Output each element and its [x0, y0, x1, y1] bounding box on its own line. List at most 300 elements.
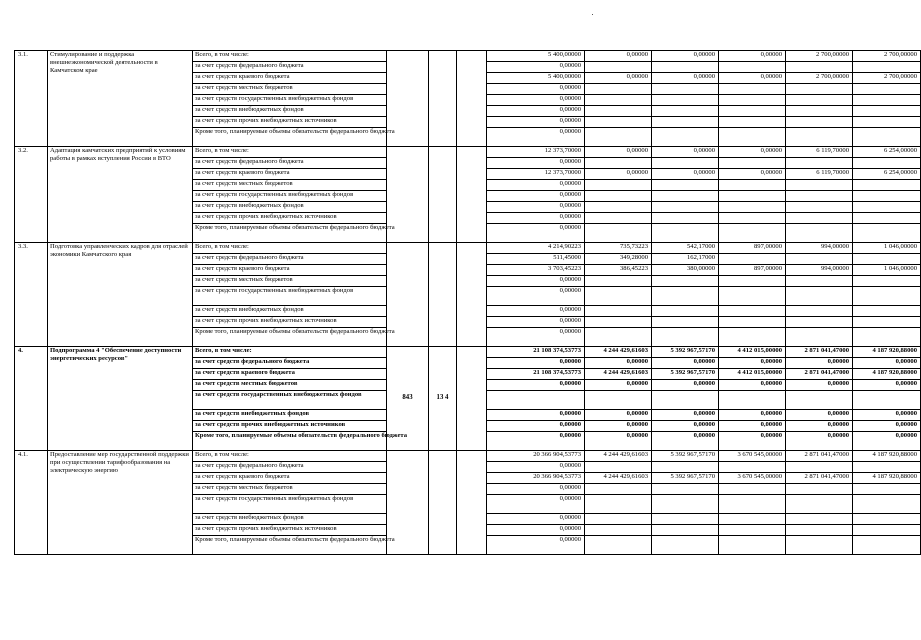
year-value-cell: 2 700,00000 [853, 51, 921, 62]
year-value-cell [652, 128, 719, 147]
year-value-cell [719, 462, 786, 473]
year-value-cell: 0,00000 [719, 73, 786, 84]
year-value-cell [652, 328, 719, 347]
item-number: 3.2. [15, 147, 48, 243]
year-value-cell [652, 514, 719, 525]
year-value-cell [786, 328, 853, 347]
item-number: 3.1. [15, 51, 48, 147]
year-value-cell [786, 191, 853, 202]
year-value-cell: 4 187 920,88000 [853, 369, 921, 380]
year-value-cell [585, 95, 652, 106]
funding-source-label: за счет средств краевого бюджета [193, 265, 387, 276]
year-value-cell [853, 328, 921, 347]
total-value-cell: 5 400,00000 [487, 73, 585, 84]
year-value-cell: 0,00000 [652, 421, 719, 432]
year-value-cell: 2 871 041,47000 [786, 473, 853, 484]
year-value-cell: 5 392 967,57170 [652, 473, 719, 484]
year-value-cell: 4 187 920,88000 [853, 347, 921, 358]
funding-source-label: Всего, в том числе: [193, 147, 387, 158]
year-value-cell [585, 117, 652, 128]
total-value-cell: 0,00000 [487, 84, 585, 95]
year-value-cell [652, 391, 719, 410]
code-cell-2: 13 4 [429, 347, 457, 451]
year-value-cell: 4 412 015,00000 [719, 369, 786, 380]
total-value-cell: 4 214,90223 [487, 243, 585, 254]
year-value-cell [585, 276, 652, 287]
year-value-cell: 0,00000 [719, 421, 786, 432]
year-value-cell [719, 514, 786, 525]
year-value-cell [719, 84, 786, 95]
year-value-cell: 0,00000 [786, 358, 853, 369]
total-value-cell: 0,00000 [487, 317, 585, 328]
total-value-cell: 0,00000 [487, 421, 585, 432]
year-value-cell [719, 128, 786, 147]
year-value-cell [853, 202, 921, 213]
funding-source-label: за счет средств государственных внебюджетных фондов [193, 391, 387, 410]
year-value-cell: 1 046,00000 [853, 265, 921, 276]
funding-source-label: Всего, в том числе: [193, 347, 387, 358]
funding-source-label: за счет средств местных бюджетов [193, 276, 387, 287]
year-value-cell: 0,00000 [853, 380, 921, 391]
year-value-cell: 0,00000 [652, 51, 719, 62]
year-value-cell [719, 62, 786, 73]
item-number: 4. [15, 347, 48, 451]
funding-source-label: за счет средств внебюджетных фондов [193, 410, 387, 421]
year-value-cell [719, 317, 786, 328]
year-value-cell [719, 391, 786, 410]
year-value-cell [786, 180, 853, 191]
year-value-cell [719, 328, 786, 347]
code-cell-2 [429, 147, 457, 243]
funding-source-label: Кроме того, планируемые объемы обязательств федерального бюджета [193, 224, 387, 243]
funding-source-label: за счет средств федерального бюджета [193, 254, 387, 265]
year-value-cell [786, 254, 853, 265]
year-value-cell [786, 306, 853, 317]
year-value-cell: 0,00000 [853, 432, 921, 451]
funding-source-label: за счет средств прочих внебюджетных источников [193, 213, 387, 224]
funding-source-label: Кроме того, планируемые объемы обязательств федерального бюджета [193, 328, 387, 347]
code-cell-3 [457, 243, 487, 347]
year-value-cell [786, 495, 853, 514]
year-value-cell [853, 128, 921, 147]
year-value-cell [853, 191, 921, 202]
funding-source-label: за счет средств федерального бюджета [193, 62, 387, 73]
year-value-cell [786, 213, 853, 224]
funding-source-label: за счет средств федерального бюджета [193, 462, 387, 473]
funding-source-label: за счет средств федерального бюджета [193, 358, 387, 369]
year-value-cell [853, 254, 921, 265]
year-value-cell [786, 514, 853, 525]
year-value-cell [719, 158, 786, 169]
year-value-cell: 0,00000 [719, 380, 786, 391]
total-value-cell: 0,00000 [487, 432, 585, 451]
year-value-cell [719, 202, 786, 213]
year-value-cell [786, 317, 853, 328]
year-value-cell [853, 117, 921, 128]
item-title: Адаптация камчатских предприятий к условиям работы в рамках вступления России в ВТО [48, 147, 193, 243]
year-value-cell: 0,00000 [719, 432, 786, 451]
year-value-cell: 5 392 967,57170 [652, 369, 719, 380]
year-value-cell: 994,00000 [786, 243, 853, 254]
total-value-cell: 12 373,70000 [487, 169, 585, 180]
year-value-cell [719, 306, 786, 317]
total-value-cell: 0,00000 [487, 462, 585, 473]
year-value-cell: 1 046,00000 [853, 243, 921, 254]
year-value-cell: 0,00000 [786, 380, 853, 391]
year-value-cell: 542,17000 [652, 243, 719, 254]
total-value-cell: 0,00000 [487, 213, 585, 224]
year-value-cell: 5 392 967,57170 [652, 347, 719, 358]
year-value-cell [786, 536, 853, 555]
year-value-cell [585, 191, 652, 202]
year-value-cell: 0,00000 [853, 421, 921, 432]
year-value-cell [719, 95, 786, 106]
year-value-cell [719, 525, 786, 536]
year-value-cell: 6 119,70000 [786, 169, 853, 180]
funding-source-label: за счет средств государственных внебюджетных фондов [193, 495, 387, 514]
year-value-cell [719, 495, 786, 514]
item-title: Предоставление мер государственной поддержки при осуществлении тарифообразования на электрическую энергию [48, 451, 193, 555]
total-value-cell: 0,00000 [487, 276, 585, 287]
year-value-cell: 0,00000 [652, 380, 719, 391]
year-value-cell [652, 95, 719, 106]
year-value-cell: 0,00000 [719, 147, 786, 158]
year-value-cell: 0,00000 [652, 147, 719, 158]
year-value-cell: 4 244 429,61603 [585, 369, 652, 380]
year-value-cell [853, 62, 921, 73]
year-value-cell [719, 191, 786, 202]
year-value-cell [853, 484, 921, 495]
year-value-cell [786, 84, 853, 95]
year-value-cell [585, 391, 652, 410]
year-value-cell [585, 287, 652, 306]
year-value-cell [585, 484, 652, 495]
year-value-cell: 0,00000 [585, 421, 652, 432]
funding-source-label: за счет средств местных бюджетов [193, 84, 387, 95]
year-value-cell [719, 106, 786, 117]
year-value-cell [652, 202, 719, 213]
funding-source-label: Кроме того, планируемые объемы обязательств федерального бюджета [193, 432, 387, 451]
year-value-cell [719, 180, 786, 191]
funding-source-label: за счет средств краевого бюджета [193, 169, 387, 180]
year-value-cell [652, 536, 719, 555]
total-value-cell: 21 108 374,53773 [487, 347, 585, 358]
year-value-cell: 6 119,70000 [786, 147, 853, 158]
scan-speck [592, 14, 593, 15]
funding-source-label: Всего, в том числе: [193, 451, 387, 462]
item-number: 3.3. [15, 243, 48, 347]
total-value-cell: 0,00000 [487, 514, 585, 525]
year-value-cell [585, 525, 652, 536]
total-value-cell: 0,00000 [487, 536, 585, 555]
funding-source-label: за счет средств краевого бюджета [193, 73, 387, 84]
total-value-cell: 20 366 904,53773 [487, 451, 585, 462]
funding-source-label: за счет средств прочих внебюджетных источников [193, 421, 387, 432]
code-cell-3 [457, 51, 487, 147]
funding-source-label: за счет средств внебюджетных фондов [193, 514, 387, 525]
year-value-cell [786, 391, 853, 410]
year-value-cell [719, 254, 786, 265]
year-value-cell: 0,00000 [719, 358, 786, 369]
budget-table-sheet [14, 50, 917, 555]
year-value-cell [652, 213, 719, 224]
year-value-cell [719, 287, 786, 306]
total-value-cell: 5 400,00000 [487, 51, 585, 62]
year-value-cell: 380,00000 [652, 265, 719, 276]
year-value-cell [585, 514, 652, 525]
year-value-cell [853, 536, 921, 555]
year-value-cell [652, 287, 719, 306]
total-value-cell: 0,00000 [487, 128, 585, 147]
funding-source-label: за счет средств государственных внебюджетных фондов [193, 191, 387, 202]
total-value-cell [487, 391, 585, 410]
year-value-cell: 2 871 041,47000 [786, 369, 853, 380]
total-value-cell: 0,00000 [487, 106, 585, 117]
year-value-cell: 0,00000 [585, 73, 652, 84]
year-value-cell [786, 525, 853, 536]
year-value-cell [786, 484, 853, 495]
year-value-cell [786, 276, 853, 287]
year-value-cell [585, 317, 652, 328]
year-value-cell [786, 106, 853, 117]
year-value-cell: 735,73223 [585, 243, 652, 254]
year-value-cell: 0,00000 [652, 432, 719, 451]
year-value-cell: 6 254,00000 [853, 169, 921, 180]
year-value-cell: 2 871 041,47000 [786, 451, 853, 462]
table-row [15, 451, 921, 462]
year-value-cell [853, 95, 921, 106]
year-value-cell [786, 128, 853, 147]
year-value-cell [652, 180, 719, 191]
total-value-cell: 0,00000 [487, 202, 585, 213]
year-value-cell [652, 62, 719, 73]
budget-table [14, 50, 921, 555]
item-title: Подпрограмма 4 "Обеспечение доступности энергетических ресурсов" [48, 347, 193, 451]
year-value-cell [585, 180, 652, 191]
year-value-cell: 0,00000 [585, 380, 652, 391]
year-value-cell: 0,00000 [719, 51, 786, 62]
total-value-cell: 12 373,70000 [487, 147, 585, 158]
year-value-cell [853, 514, 921, 525]
year-value-cell [585, 536, 652, 555]
year-value-cell [585, 213, 652, 224]
year-value-cell [786, 117, 853, 128]
year-value-cell [585, 106, 652, 117]
year-value-cell [652, 106, 719, 117]
year-value-cell [853, 306, 921, 317]
year-value-cell: 0,00000 [853, 410, 921, 421]
year-value-cell: 6 254,00000 [853, 147, 921, 158]
item-title: Стимулирование и поддержка внешнеэкономической деятельности в Камчатском крае [48, 51, 193, 147]
funding-source-label: Кроме того, планируемые объемы обязательств федерального бюджета [193, 536, 387, 555]
year-value-cell [652, 525, 719, 536]
code-cell-3 [457, 451, 487, 555]
year-value-cell: 3 670 545,00000 [719, 473, 786, 484]
total-value-cell: 20 366 904,53773 [487, 473, 585, 484]
year-value-cell: 4 244 429,61603 [585, 451, 652, 462]
funding-source-label: Всего, в том числе: [193, 243, 387, 254]
year-value-cell: 0,00000 [853, 358, 921, 369]
year-value-cell: 386,45223 [585, 265, 652, 276]
year-value-cell [585, 462, 652, 473]
year-value-cell: 2 700,00000 [786, 73, 853, 84]
year-value-cell: 0,00000 [585, 51, 652, 62]
total-value-cell: 0,00000 [487, 158, 585, 169]
total-value-cell: 0,00000 [487, 484, 585, 495]
funding-source-label: за счет средств государственных внебюджетных фондов [193, 287, 387, 306]
total-value-cell: 0,00000 [487, 306, 585, 317]
funding-source-label: за счет средств внебюджетных фондов [193, 202, 387, 213]
code-cell-1: 843 [387, 347, 429, 451]
year-value-cell [652, 276, 719, 287]
year-value-cell: 4 187 920,88000 [853, 451, 921, 462]
total-value-cell: 0,00000 [487, 62, 585, 73]
year-value-cell: 4 244 429,61603 [585, 347, 652, 358]
year-value-cell: 2 871 041,47000 [786, 347, 853, 358]
code-cell-3 [457, 347, 487, 451]
year-value-cell: 2 700,00000 [786, 51, 853, 62]
year-value-cell [853, 84, 921, 95]
total-value-cell: 0,00000 [487, 328, 585, 347]
year-value-cell [853, 525, 921, 536]
funding-source-label: за счет средств внебюджетных фондов [193, 306, 387, 317]
year-value-cell [786, 287, 853, 306]
year-value-cell [853, 287, 921, 306]
year-value-cell [853, 317, 921, 328]
year-value-cell: 0,00000 [786, 432, 853, 451]
table-row [15, 147, 921, 158]
year-value-cell: 0,00000 [585, 432, 652, 451]
year-value-cell [652, 84, 719, 95]
year-value-cell [585, 224, 652, 243]
total-value-cell: 0,00000 [487, 525, 585, 536]
funding-source-label: за счет средств местных бюджетов [193, 380, 387, 391]
total-value-cell: 0,00000 [487, 224, 585, 243]
year-value-cell: 0,00000 [652, 73, 719, 84]
funding-source-label: за счет средств краевого бюджета [193, 473, 387, 484]
year-value-cell [853, 391, 921, 410]
year-value-cell [719, 276, 786, 287]
total-value-cell: 0,00000 [487, 410, 585, 421]
year-value-cell [652, 462, 719, 473]
total-value-cell: 0,00000 [487, 495, 585, 514]
year-value-cell: 0,00000 [719, 410, 786, 421]
year-value-cell [652, 158, 719, 169]
year-value-cell: 349,28000 [585, 254, 652, 265]
year-value-cell [585, 306, 652, 317]
year-value-cell [585, 328, 652, 347]
code-cell-2 [429, 243, 457, 347]
funding-source-label: за счет средств внебюджетных фондов [193, 106, 387, 117]
year-value-cell: 0,00000 [786, 410, 853, 421]
funding-source-label: за счет средств краевого бюджета [193, 369, 387, 380]
total-value-cell: 0,00000 [487, 287, 585, 306]
total-value-cell: 0,00000 [487, 117, 585, 128]
funding-source-label: Кроме того, планируемые объемы обязательств федерального бюджета [193, 128, 387, 147]
funding-source-label: за счет средств прочих внебюджетных источников [193, 525, 387, 536]
year-value-cell [719, 224, 786, 243]
item-title: Подготовка управленческих кадров для отраслей экономики Камчатского края [48, 243, 193, 347]
year-value-cell: 4 244 429,61603 [585, 473, 652, 484]
year-value-cell [585, 202, 652, 213]
year-value-cell [853, 106, 921, 117]
total-value-cell: 0,00000 [487, 180, 585, 191]
year-value-cell [786, 95, 853, 106]
year-value-cell [786, 62, 853, 73]
year-value-cell: 162,17000 [652, 254, 719, 265]
total-value-cell: 511,45000 [487, 254, 585, 265]
year-value-cell [853, 495, 921, 514]
year-value-cell [652, 495, 719, 514]
year-value-cell [585, 62, 652, 73]
year-value-cell [786, 224, 853, 243]
year-value-cell [853, 180, 921, 191]
year-value-cell [719, 536, 786, 555]
year-value-cell [585, 495, 652, 514]
total-value-cell: 0,00000 [487, 191, 585, 202]
year-value-cell: 897,00000 [719, 265, 786, 276]
year-value-cell: 0,00000 [652, 410, 719, 421]
year-value-cell: 0,00000 [719, 169, 786, 180]
code-cell-2 [429, 51, 457, 147]
year-value-cell: 5 392 967,57170 [652, 451, 719, 462]
funding-source-label: за счет средств местных бюджетов [193, 484, 387, 495]
year-value-cell [652, 306, 719, 317]
year-value-cell [853, 158, 921, 169]
year-value-cell [853, 224, 921, 243]
total-value-cell: 0,00000 [487, 358, 585, 369]
year-value-cell: 0,00000 [585, 147, 652, 158]
year-value-cell: 0,00000 [652, 358, 719, 369]
year-value-cell [652, 224, 719, 243]
total-value-cell: 0,00000 [487, 95, 585, 106]
year-value-cell: 0,00000 [585, 169, 652, 180]
code-cell-2 [429, 451, 457, 555]
year-value-cell: 4 187 920,88000 [853, 473, 921, 484]
year-value-cell: 3 670 545,00000 [719, 451, 786, 462]
funding-source-label: за счет средств местных бюджетов [193, 180, 387, 191]
total-value-cell: 0,00000 [487, 380, 585, 391]
funding-source-label: за счет средств прочих внебюджетных источников [193, 317, 387, 328]
funding-source-label: Всего, в том числе: [193, 51, 387, 62]
year-value-cell: 0,00000 [585, 410, 652, 421]
year-value-cell: 994,00000 [786, 265, 853, 276]
year-value-cell [719, 484, 786, 495]
item-number: 4.1. [15, 451, 48, 555]
year-value-cell [585, 84, 652, 95]
total-value-cell: 3 703,45223 [487, 265, 585, 276]
funding-source-label: за счет средств федерального бюджета [193, 158, 387, 169]
year-value-cell [786, 158, 853, 169]
year-value-cell [585, 158, 652, 169]
year-value-cell: 0,00000 [786, 421, 853, 432]
total-value-cell: 21 108 374,53773 [487, 369, 585, 380]
year-value-cell [786, 462, 853, 473]
table-row [15, 51, 921, 62]
funding-source-label: за счет средств государственных внебюджетных фондов [193, 95, 387, 106]
year-value-cell [652, 484, 719, 495]
year-value-cell [853, 276, 921, 287]
year-value-cell [786, 202, 853, 213]
funding-source-label: за счет средств прочих внебюджетных источников [193, 117, 387, 128]
year-value-cell [719, 117, 786, 128]
year-value-cell [853, 213, 921, 224]
year-value-cell: 4 412 015,00000 [719, 347, 786, 358]
year-value-cell: 897,00000 [719, 243, 786, 254]
year-value-cell [652, 191, 719, 202]
table-row [15, 347, 921, 358]
year-value-cell: 0,00000 [652, 169, 719, 180]
